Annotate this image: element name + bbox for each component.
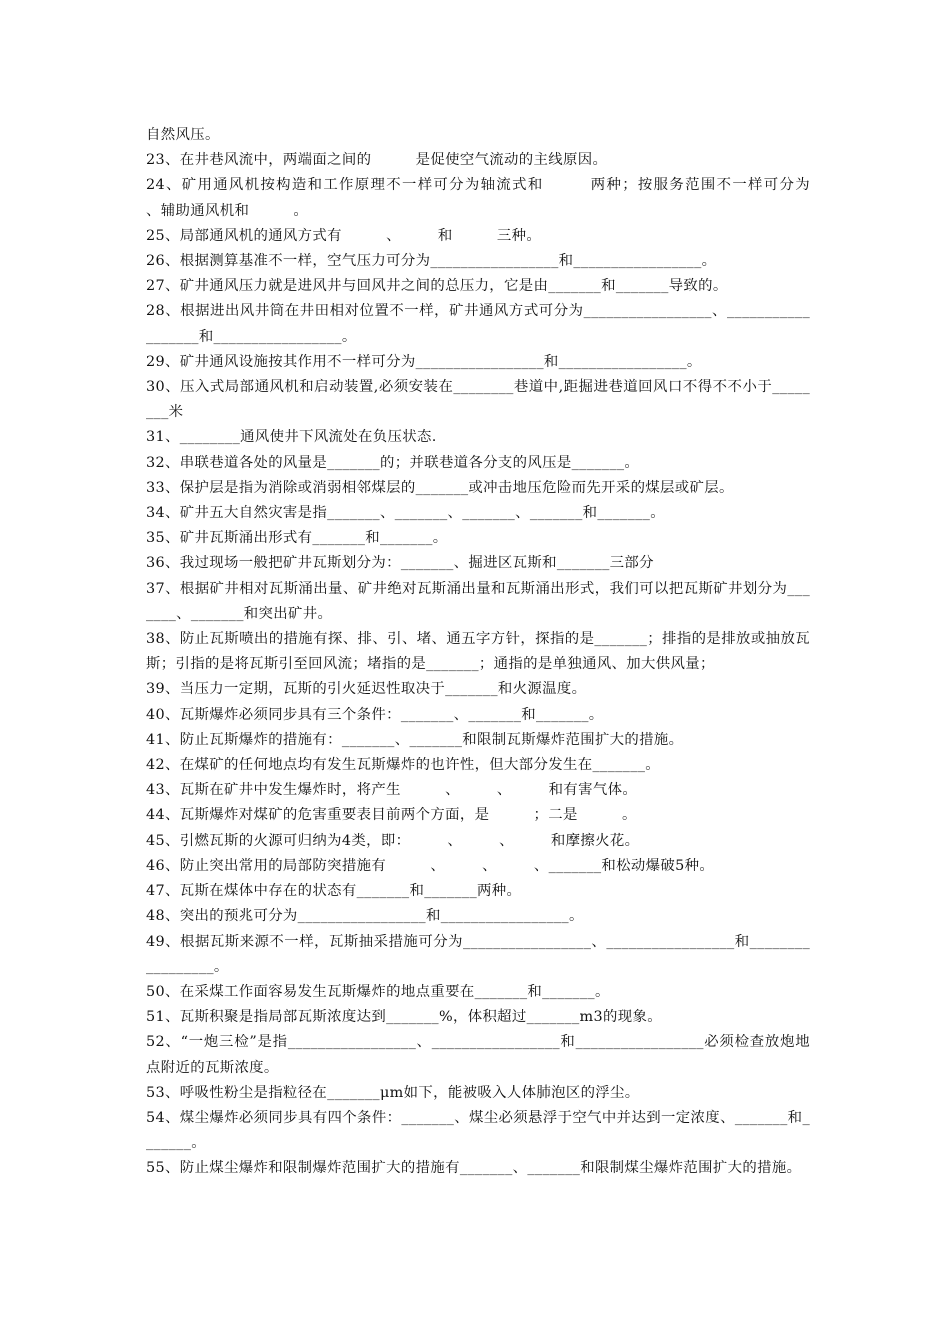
- document-body: [146, 123, 855, 1182]
- question-44: 44、瓦斯爆炸对煤矿的危害重要表目前两个方面，是 ；二是 。: [146, 807, 637, 824]
- question-45: 45、引燃瓦斯的火源可归纳为4类，即： 、 、 和摩擦火花。: [146, 832, 640, 849]
- question-48: 48、突出的预兆可分为_________________和_________________。: [146, 908, 584, 925]
- question-24: 24、矿用通风机按构造和工作原理不一样可分为轴流式和 两种；按服务范围不一样可分为 、辅助通风机和 。: [146, 177, 855, 219]
- question-28: 28、根据进出风井筒在井田相对位置不一样，矿井通风方式可分为_________________、__________________和_________________。: [146, 303, 810, 345]
- question-54: 54、煤尘爆炸必须同步具有四个条件：_______、煤尘必须悬浮于空气中并达到一定浓度、_______和_______。: [146, 1109, 810, 1152]
- question-39: 39、当压力一定期，瓦斯的引火延迟性取决于_______和火源温度。: [146, 681, 587, 698]
- question-23: 23、在井巷风流中，两端面之间的 是促使空气流动的主线原因。: [146, 152, 608, 169]
- question-47: 47、瓦斯在煤体中存在的状态有_______和_______两种。: [146, 883, 522, 900]
- question-29: 29、矿井通风设施按其作用不一样可分为_________________和_________________。: [146, 353, 702, 370]
- question-37: 37、根据矿井相对瓦斯涌出量、矿井绝对瓦斯涌出量和瓦斯涌出形式，我们可以把瓦斯矿井划分为_______、_______和突出矿井。: [146, 580, 810, 622]
- question-36: 36、我过现场一般把矿井瓦斯划分为：_______、掘进区瓦斯和_______三部分: [146, 555, 654, 572]
- question-41: 41、防止瓦斯爆炸的措施有：_______、_______和限制瓦斯爆炸范围扩大的措施。: [146, 731, 684, 748]
- question-31: 31、________通风使井下风流处在负压状态.: [146, 429, 437, 446]
- question-40: 40、瓦斯爆炸必须同步具有三个条件：_______、_______和_______。: [146, 706, 604, 723]
- question-55: 55、防止煤尘爆炸和限制爆炸范围扩大的措施有_______、_______和限制煤尘爆炸范围扩大的措施。: [146, 1160, 802, 1177]
- question-46: 46、防止突出常用的局部防突措施有 、 、 、_______和松动爆破5种。: [146, 857, 715, 874]
- question-26: 26、根据测算基准不一样，空气压力可分为_________________和_________________。: [146, 253, 717, 270]
- question-51: 51、瓦斯积聚是指局部瓦斯浓度达到_______%，体积超过_______m3的现象。: [146, 1009, 662, 1026]
- question-27: 27、矿井通风压力就是进风井与回风井之间的总压力，它是由_______和_______导致的。: [146, 278, 728, 295]
- question-33: 33、保护层是指为消除或消弱相邻煤层的_______或冲击地压危险而先开采的煤层或矿层。: [146, 479, 734, 496]
- question-49: 49、根据瓦斯来源不一样，瓦斯抽采措施可分为_________________、_________________和_________________。: [146, 933, 810, 975]
- question-34: 34、矿井五大自然灾害是指_______、_______、_______、_______和_______。: [146, 505, 665, 522]
- question-35: 35、矿井瓦斯涌出形式有_______和_______。: [146, 530, 448, 547]
- question-25: 25、局部通风机的通风方式有 、 和 三种。: [146, 227, 542, 244]
- question-53: 53、呼吸性粉尘是指粒径在_______μm如下，能被吸入人体肺泡区的浮尘。: [146, 1084, 640, 1101]
- question-52: 52、“一炮三检”是指_________________、_________________和_________________必须检查放炮地点附近的瓦斯浓度。: [146, 1034, 810, 1076]
- question-50: 50、在采煤工作面容易发生瓦斯爆炸的地点重要在_______和_______。: [146, 983, 610, 1000]
- text-line: 自然风压。: [146, 127, 220, 143]
- question-32: 32、串联巷道各处的风量是_______的；并联巷道各分支的风压是_______。: [146, 454, 640, 471]
- question-30: 30、压入式局部通风机和启动装置,必须安装在________巷道中,距掘进巷道回风口不得不不小于________米: [146, 379, 810, 421]
- question-43: 43、瓦斯在矿井中发生爆炸时，将产生 、 、 和有害气体。: [146, 782, 638, 799]
- question-42: 42、在煤矿的任何地点均有发生瓦斯爆炸的也许性，但大部分发生在_______。: [146, 757, 661, 774]
- question-38: 38、防止瓦斯喷出的措施有探、排、引、堵、通五字方针，探指的是_______；排指的是排放或抽放瓦斯；引指的是将瓦斯引至回风流；堵指的是_______；通指的是单独通风、加大供风量；: [146, 631, 810, 673]
